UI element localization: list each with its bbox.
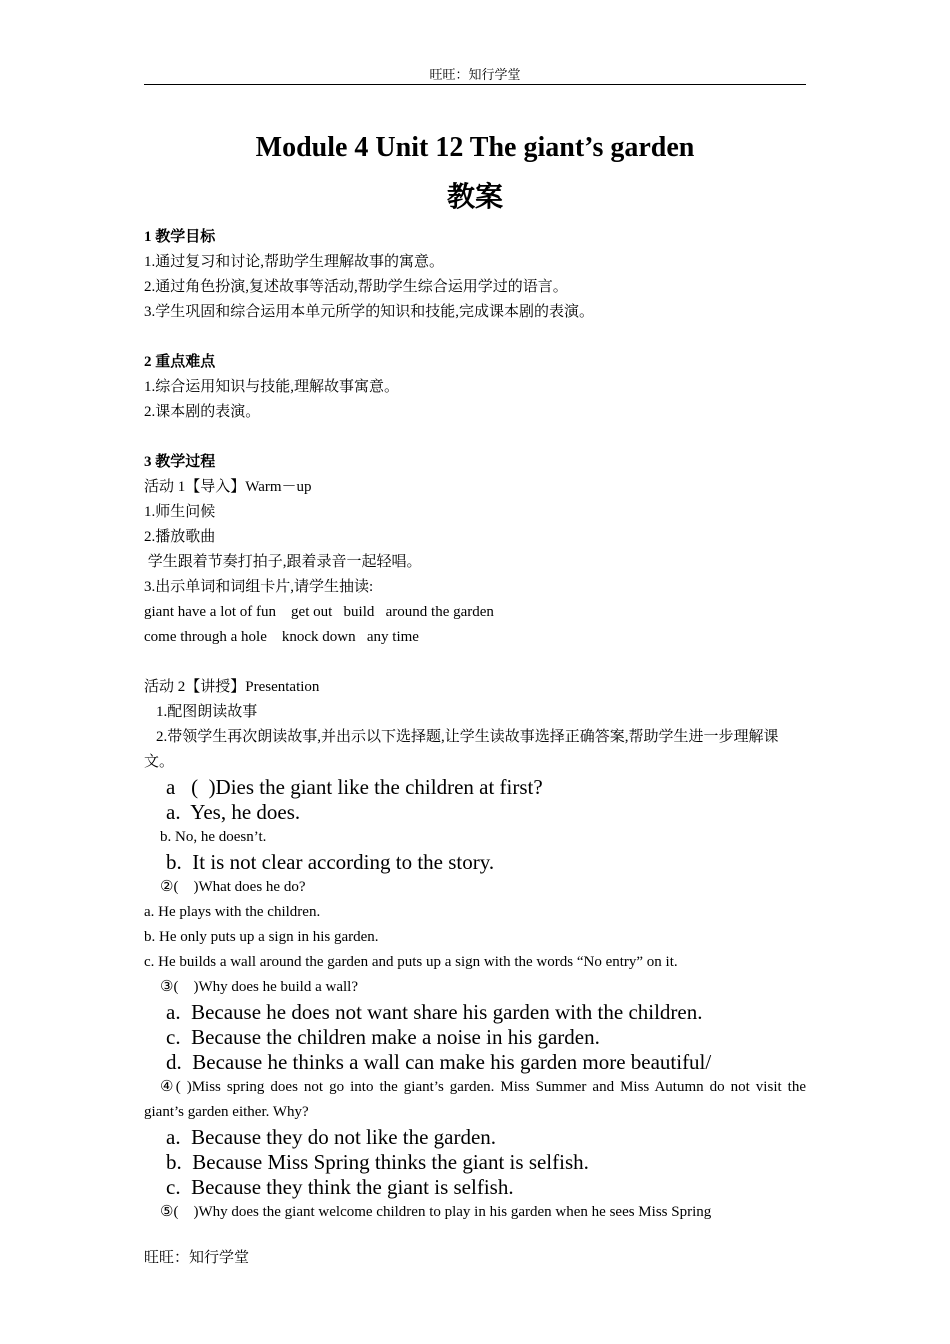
- activity-1-line: 1.师生问候: [144, 504, 216, 520]
- header-rule: [144, 84, 806, 85]
- question-option: c. He builds a wall around the garden and puts up a sign with the words “No entry” on it.: [144, 954, 678, 970]
- page-header: 旺旺：知行学堂: [429, 67, 521, 82]
- question-option: a. He plays with the children.: [144, 904, 321, 920]
- question-3-stem: ③( )Why does he build a wall?: [160, 979, 358, 995]
- spacer: [144, 325, 806, 350]
- question-option: b. He only puts up a sign in his garden.: [144, 929, 379, 945]
- activity-1-title: 活动 1【导入】Warm－up: [144, 479, 312, 495]
- goal-line: 3.学生巩固和综合运用本单元所学的知识和技能,完成课本剧的表演。: [144, 304, 595, 320]
- question-option: a. Yes, he does.: [166, 800, 301, 824]
- activity-2-line: 2.带领学生再次朗读故事,并出示以下选择题,让学生读故事选择正确答案,帮助学生进一步理解课文。: [144, 729, 779, 770]
- keypoint-line: 1.综合运用知识与技能,理解故事寓意。: [144, 379, 400, 395]
- question-option: c. Because they think the giant is selfish.: [166, 1175, 514, 1199]
- spacer: [144, 650, 806, 675]
- question-option: a. Because they do not like the garden.: [166, 1125, 497, 1149]
- question-5-stem: ⑤( )Why does the giant welcome children to play in his garden when he sees Miss Spring: [160, 1204, 712, 1220]
- question-4-stem: ④( )Miss spring does not go into the giant’s garden. Miss Summer and Miss Autumn do not visit the giant’s garden either. Why?: [144, 1079, 806, 1120]
- document-subtitle: 教案: [446, 182, 503, 213]
- question-option: b. It is not clear according to the story.: [166, 850, 495, 874]
- question-option: c. Because the children make a noise in his garden.: [166, 1025, 600, 1049]
- question-option: b. No, he doesn’t.: [160, 829, 267, 845]
- section-2-heading: 2 重点难点: [144, 354, 216, 370]
- question-option: a. Because he does not want share his garden with the children.: [166, 1000, 703, 1024]
- activity-2-line: 1.配图朗读故事: [156, 704, 258, 720]
- goal-line: 2.通过角色扮演,复述故事等活动,帮助学生综合运用学过的语言。: [144, 279, 568, 295]
- activity-1-line: 2.播放歌曲: [144, 529, 216, 545]
- keypoint-line: 2.课本剧的表演。: [144, 404, 261, 420]
- spacer: [144, 425, 806, 450]
- question-option: d. Because he thinks a wall can make his garden more beautiful/: [166, 1050, 712, 1074]
- question-2-stem: ②( )What does he do?: [160, 879, 306, 895]
- question-option: b. Because Miss Spring thinks the giant is selfish.: [166, 1150, 589, 1174]
- activity-1-line: 学生跟着节奏打拍子,跟着录音一起轻唱。: [144, 554, 422, 570]
- document-body: [144, 225, 806, 1225]
- section-1-heading: 1 教学目标: [144, 229, 216, 245]
- goal-line: 1.通过复习和讨论,帮助学生理解故事的寓意。: [144, 254, 445, 270]
- vocab-line: giant have a lot of fun get out build around the garden: [144, 604, 494, 620]
- vocab-line: come through a hole knock down any time: [144, 629, 419, 645]
- question-1-stem: a ( )Dies the giant like the children at first?: [166, 775, 543, 799]
- document-title: Module 4 Unit 12 The giant’s garden: [255, 132, 695, 163]
- section-3-heading: 3 教学过程: [144, 454, 216, 470]
- activity-1-line: 3.出示单词和词组卡片,请学生抽读:: [144, 579, 374, 595]
- activity-2-title: 活动 2【讲授】Presentation: [144, 679, 320, 695]
- page-footer: 旺旺：知行学堂: [144, 1250, 250, 1266]
